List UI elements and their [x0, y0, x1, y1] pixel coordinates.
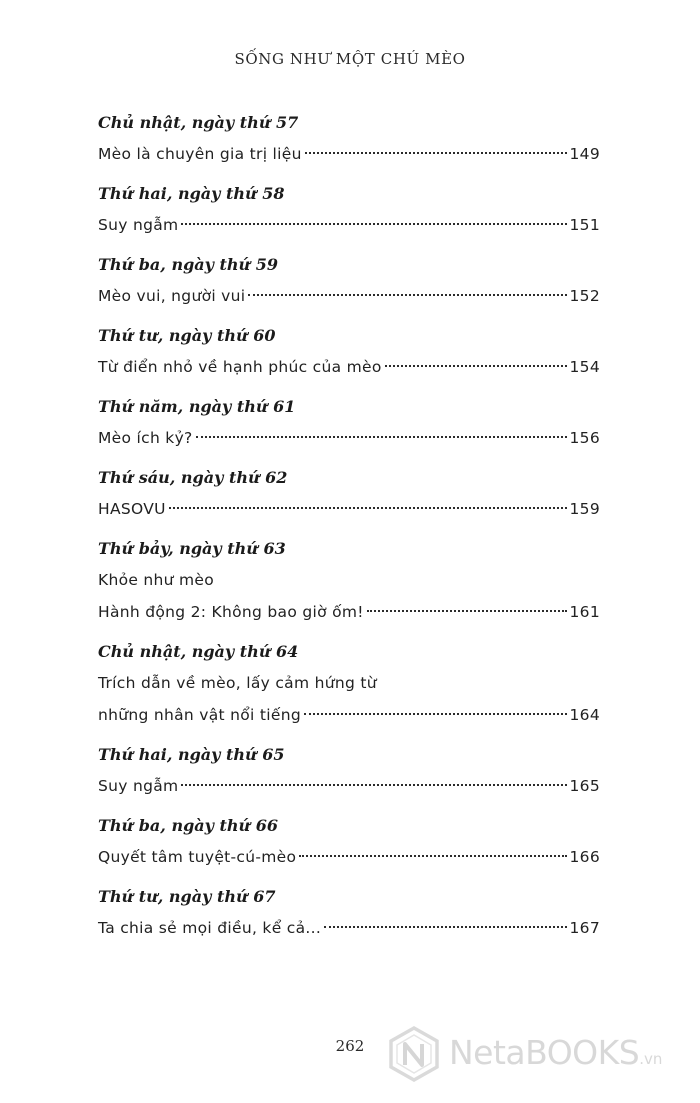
toc-line — [98, 209, 600, 241]
dot-leader — [385, 365, 567, 367]
toc-line — [98, 596, 600, 628]
dot-leader — [169, 507, 567, 509]
toc-line-title: Suy ngẫm — [98, 216, 179, 234]
toc-line — [98, 699, 600, 731]
page-number: 262 — [335, 1037, 365, 1055]
toc-line — [98, 280, 600, 312]
toc-entry — [98, 740, 600, 802]
toc-page-number: 166 — [569, 848, 600, 866]
toc-page-number: 151 — [569, 216, 600, 234]
toc-line — [98, 138, 600, 170]
toc-page-number: 156 — [569, 429, 600, 447]
running-head-title: SỐNG NHƯ MỘT CHÚ MÈO — [234, 50, 466, 68]
toc-line — [98, 841, 600, 873]
toc-page-number: 167 — [569, 919, 600, 937]
toc-day-heading: Thứ sáu, ngày thứ 62 — [98, 468, 288, 487]
toc-page-number: 165 — [569, 777, 600, 795]
toc-day-heading: Thứ hai, ngày thứ 58 — [98, 184, 285, 203]
toc-line-title: Mèo là chuyên gia trị liệu — [98, 145, 302, 163]
toc-line — [98, 770, 600, 802]
dot-leader — [181, 784, 566, 786]
toc-entry — [98, 250, 600, 312]
toc-line — [98, 493, 600, 525]
netabooks-watermark — [385, 1025, 695, 1083]
toc-entry — [98, 108, 600, 170]
toc-line-title: Mèo ích kỷ? — [98, 429, 193, 447]
toc-page-number: 159 — [569, 500, 600, 518]
toc-day-heading: Chủ nhật, ngày thứ 57 — [98, 113, 299, 132]
netabooks-logo-icon — [385, 1025, 443, 1083]
toc-line-title: HASOVU — [98, 500, 166, 518]
toc-line-title: Hành động 2: Không bao giờ ốm! — [98, 603, 364, 621]
dot-leader — [181, 223, 566, 225]
dot-leader — [248, 294, 566, 296]
toc-page-number: 154 — [569, 358, 600, 376]
toc-line — [98, 667, 600, 699]
toc-page-number: 152 — [569, 287, 600, 305]
toc-line — [98, 422, 600, 454]
toc-day-heading: Thứ ba, ngày thứ 66 — [98, 816, 278, 835]
dot-leader — [304, 713, 567, 715]
dot-leader — [196, 436, 567, 438]
toc-entry — [98, 463, 600, 525]
toc-line-title: Trích dẫn về mèo, lấy cảm hứng từ — [98, 674, 377, 692]
toc-page-number: 149 — [569, 145, 600, 163]
toc-entry — [98, 637, 600, 731]
toc-line — [98, 912, 600, 944]
toc-entry — [98, 811, 600, 873]
toc-line — [98, 351, 600, 383]
toc-entry — [98, 321, 600, 383]
toc-day-heading: Thứ ba, ngày thứ 59 — [98, 255, 278, 274]
toc-line-title: Quyết tâm tuyệt-cú-mèo — [98, 848, 297, 866]
toc-day-heading: Thứ tư, ngày thứ 67 — [98, 887, 276, 906]
toc-page-number: 164 — [569, 706, 600, 724]
toc-line-title: Mèo vui, người vui — [98, 287, 246, 305]
dot-leader — [305, 152, 567, 154]
dot-leader — [367, 610, 567, 612]
toc-entry — [98, 392, 600, 454]
toc-page-number: 161 — [569, 603, 600, 621]
watermark-brand: NetaBOOKS — [449, 1033, 640, 1072]
toc-line-title: những nhân vật nổi tiếng — [98, 706, 301, 724]
toc-line-title: Ta chia sẻ mọi điều, kể cả... — [98, 919, 322, 937]
toc-line-title: Từ điển nhỏ về hạnh phúc của mèo — [98, 358, 382, 376]
toc-line-title: Khỏe như mèo — [98, 571, 215, 589]
toc-day-heading: Thứ tư, ngày thứ 60 — [98, 326, 276, 345]
toc-entry — [98, 179, 600, 241]
toc-line-title: Suy ngẫm — [98, 777, 179, 795]
toc-entry — [98, 882, 600, 944]
toc-day-heading: Thứ bảy, ngày thứ 63 — [98, 539, 286, 558]
toc-line — [98, 564, 600, 596]
toc-day-heading: Chủ nhật, ngày thứ 64 — [98, 642, 299, 661]
toc-day-heading: Thứ hai, ngày thứ 65 — [98, 745, 285, 764]
dot-leader — [324, 926, 566, 928]
dot-leader — [299, 855, 566, 857]
watermark-suffix: .vn — [639, 1050, 663, 1068]
watermark-brand-text — [449, 1033, 662, 1072]
toc-day-heading: Thứ năm, ngày thứ 61 — [98, 397, 296, 416]
table-of-contents — [98, 108, 600, 944]
toc-entry — [98, 534, 600, 628]
